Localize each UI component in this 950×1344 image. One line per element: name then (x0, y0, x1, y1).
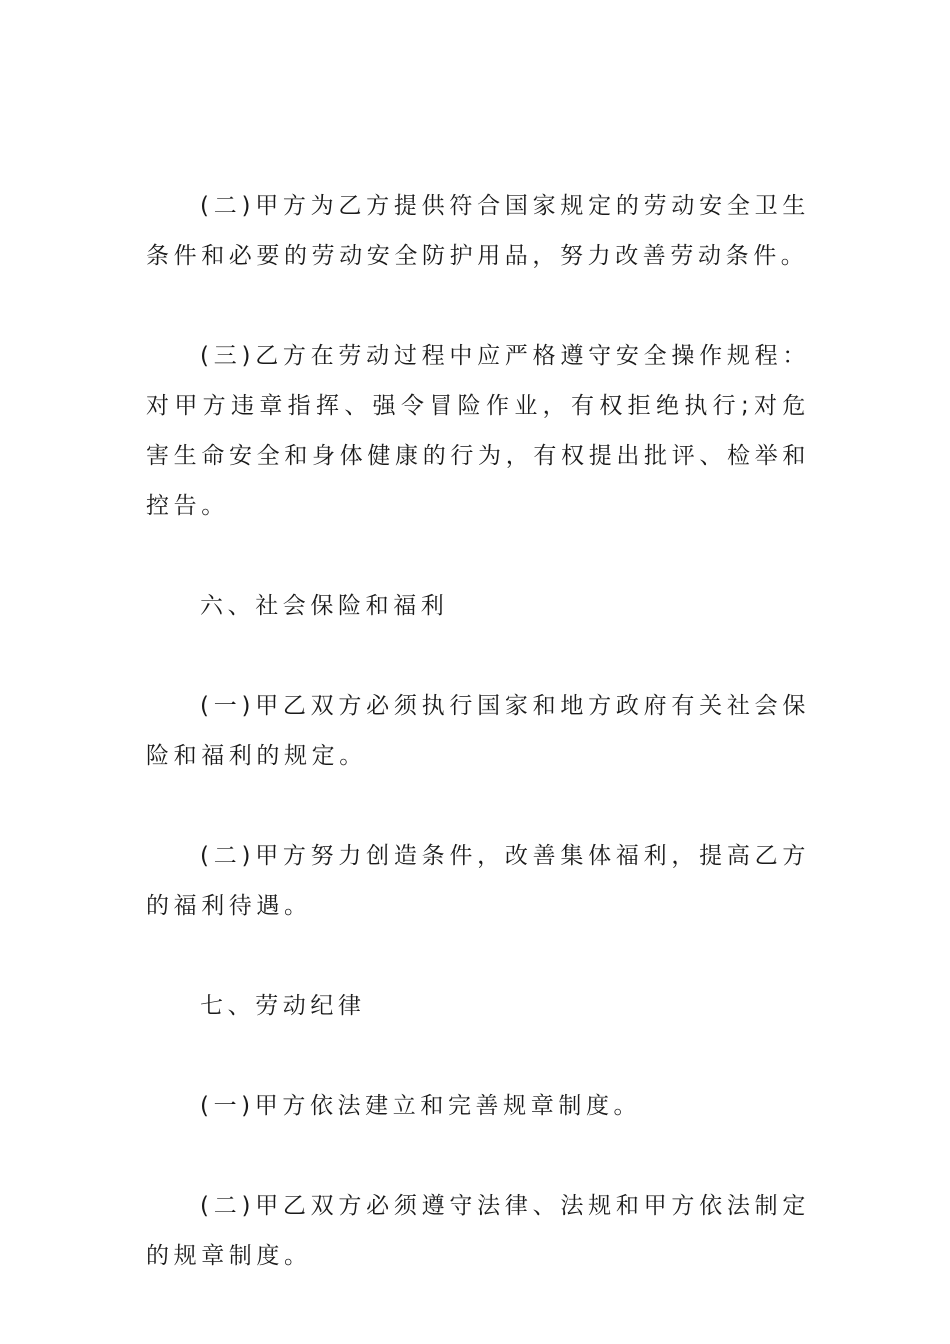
paragraph-safety-rules: (三)乙方在劳动过程中应严格遵守安全操作规程：对甲方违章指挥、强令冒险作业，有权拒绝执行;对危害生命安全和身体健康的行为，有权提出批评、检举和控告。 (146, 343, 810, 519)
paragraph-rules-establishment: (一)甲方依法建立和完善规章制度。 (200, 1093, 642, 1119)
paragraph-safety-conditions: (二)甲方为乙方提供符合国家规定的劳动安全卫生条件和必要的劳动安全防护用品，努力改善劳动条件。 (146, 193, 810, 269)
paragraph-rules-compliance: (二)甲乙双方必须遵守法律、法规和甲方依法制定的规章制度。 (146, 1193, 810, 1269)
document-page (146, 181, 810, 1281)
paragraph-collective-welfare: (二)甲方努力创造条件，改善集体福利，提高乙方的福利待遇。 (146, 843, 810, 919)
section-heading-labor-discipline: 七、劳动纪律 (200, 993, 366, 1019)
section-heading-social-insurance: 六、社会保险和福利 (200, 593, 449, 619)
paragraph-insurance-regulations: (一)甲乙双方必须执行国家和地方政府有关社会保险和福利的规定。 (146, 693, 810, 769)
